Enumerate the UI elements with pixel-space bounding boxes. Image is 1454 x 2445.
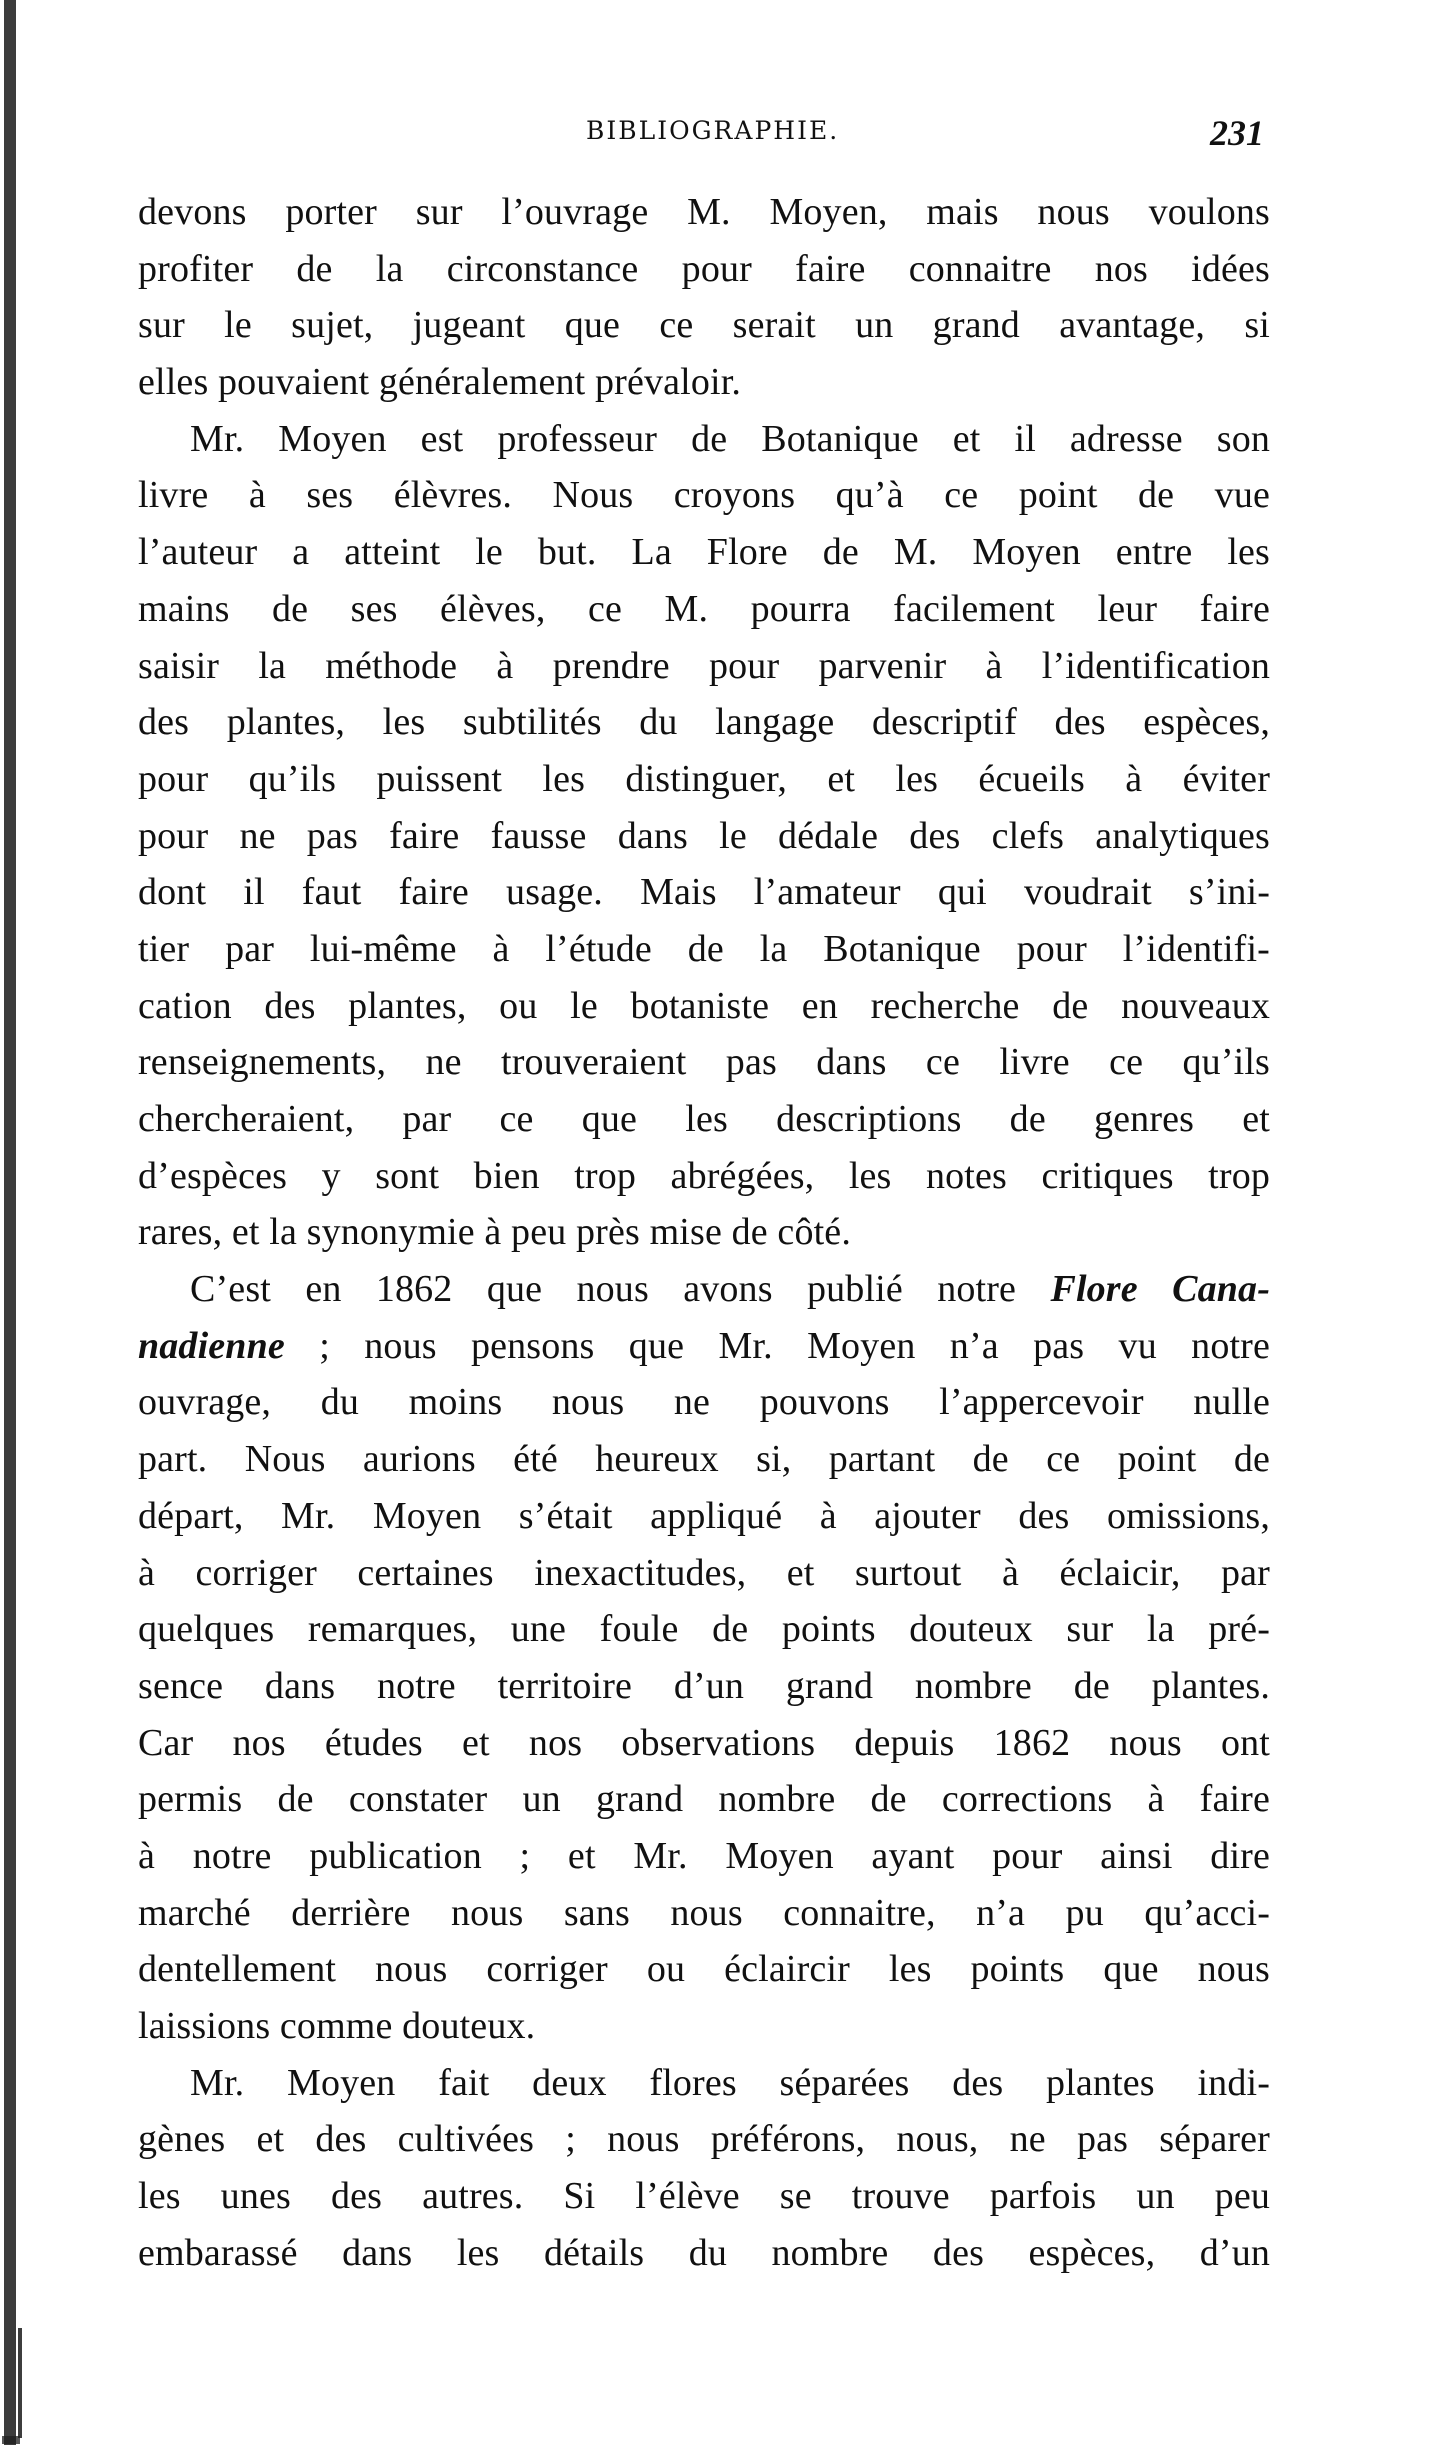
text-line: gènes et des cultivées ; nous préférons, nous, ne pas séparer bbox=[138, 2118, 1270, 2161]
text-line: laissions comme douteux. bbox=[138, 2005, 536, 2047]
page-number: 231 bbox=[1210, 113, 1264, 153]
running-head: BIBLIOGRAPHIE. bbox=[586, 116, 840, 145]
text-line: des plantes, les subtilités du langage descriptif des espèces, bbox=[138, 701, 1270, 744]
text-line: devons porter sur l’ouvrage M. Moyen, mais nous voulons bbox=[138, 191, 1270, 233]
text-line: sur le sujet, jugeant que ce serait un grand avantage, si bbox=[138, 304, 1270, 347]
text-line: marché derrière nous sans nous connaitre, n’a pu qu’acci- bbox=[138, 1891, 1270, 1934]
text-line: tier par lui-même à l’étude de la Botanique pour l’identifi- bbox=[138, 927, 1270, 970]
text-line: à corriger certaines inexactitudes, et surtout à éclaicir, par bbox=[138, 1551, 1270, 1594]
paragraph-first-line: Mr. Moyen est professeur de Botanique et il adresse son bbox=[190, 417, 1270, 460]
text-line: elles pouvaient généralement prévaloir. bbox=[138, 361, 742, 404]
text-line: saisir la méthode à prendre pour parvenir à l’identification bbox=[138, 644, 1270, 687]
text-line: chercheraient, par ce que les descriptions de genres et bbox=[138, 1098, 1270, 1140]
text-line: rares, et la synonymie à peu près mise de côté. bbox=[138, 1211, 851, 1254]
text-line: part. Nous aurions été heureux si, partant de ce point de bbox=[138, 1438, 1270, 1481]
text-span: C’est en 1862 que nous avons publié notre bbox=[190, 1268, 1051, 1311]
book-title-continued: nadienne bbox=[138, 1324, 285, 1367]
text-line: embarassé dans les détails du nombre des espèces, d’un bbox=[138, 2231, 1270, 2274]
book-title: Flore Cana- bbox=[1050, 1268, 1271, 1311]
text-line: départ, Mr. Moyen s’était appliqué à ajouter des omissions, bbox=[138, 1494, 1270, 1537]
text-line: d’espèces y sont bien trop abrégées, les notes critiques trop bbox=[138, 1154, 1270, 1197]
body-text bbox=[138, 184, 1270, 2281]
text-line: Car nos études et nos observations depuis 1862 nous ont bbox=[138, 1721, 1270, 1764]
text-span: ; nous pensons que Mr. Moyen n’a pas vu notre bbox=[284, 1324, 1270, 1367]
text-line: pour qu’ils puissent les distinguer, et les écueils à éviter bbox=[138, 757, 1270, 800]
text-line: l’auteur a atteint le but. La Flore de M. Moyen entre les bbox=[138, 531, 1270, 574]
text-line: profiter de la circonstance pour faire connaitre nos idées bbox=[138, 247, 1270, 290]
text-line: quelques remarques, une foule de points douteux sur la pré- bbox=[138, 1608, 1270, 1651]
text-line: à notre publication ; et Mr. Moyen ayant pour ainsi dire bbox=[138, 1834, 1270, 1877]
text-line: renseignements, ne trouveraient pas dans ce livre ce qu’ils bbox=[138, 1041, 1270, 1084]
paragraph-first-line bbox=[138, 1261, 1270, 1318]
text-line: pour ne pas faire fausse dans le dédale des clefs analytiques bbox=[138, 814, 1270, 857]
scan-mark bbox=[2, 2436, 20, 2444]
text-line: dentellement nous corriger ou éclaircir les points que nous bbox=[138, 1948, 1270, 1991]
text-line bbox=[138, 1318, 1270, 1375]
text-line: mains de ses élèves, ce M. pourra facilement leur faire bbox=[138, 587, 1270, 630]
text-line: sence dans notre territoire d’un grand nombre de plantes. bbox=[138, 1664, 1270, 1707]
text-line: permis de constater un grand nombre de corrections à faire bbox=[138, 1778, 1270, 1821]
text-line: cation des plantes, ou le botaniste en recherche de nouveaux bbox=[138, 984, 1270, 1027]
text-line: livre à ses élèvres. Nous croyons qu’à ce point de vue bbox=[138, 474, 1270, 517]
page-header bbox=[138, 114, 1278, 162]
paragraph-first-line: Mr. Moyen fait deux flores séparées des plantes indi- bbox=[190, 2061, 1270, 2104]
text-line: les unes des autres. Si l’élève se trouve parfois un peu bbox=[138, 2175, 1270, 2218]
text-line: ouvrage, du moins nous ne pouvons l’appercevoir nulle bbox=[138, 1381, 1270, 1424]
scan-binding-edge bbox=[4, 0, 16, 2445]
text-line: dont il faut faire usage. Mais l’amateur qui voudrait s’ini- bbox=[138, 871, 1270, 914]
scan-binding-mark bbox=[18, 2328, 22, 2438]
